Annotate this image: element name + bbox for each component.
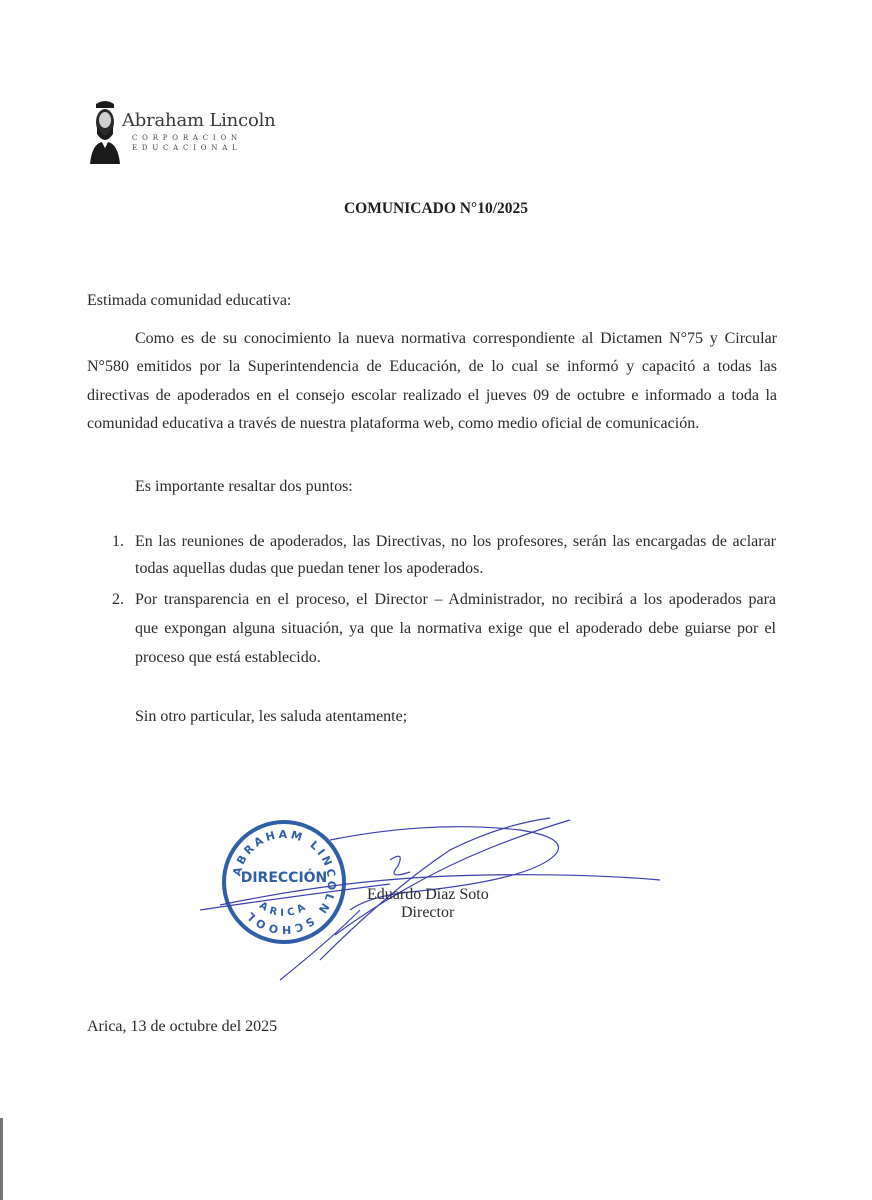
closing-line: Sin otro particular, les saluda atentamente; [135, 708, 408, 725]
greeting: Estimada comunidad educativa: [87, 292, 292, 309]
list-line: Por transparencia en el proceso, el Director – Administrador, no recibirá a los apoderados para [135, 591, 776, 608]
logo-name: Abraham Lincoln [122, 110, 276, 131]
list-line: proceso que está establecido. [135, 649, 321, 666]
date-place: Arica, 13 de octubre del 2025 [87, 1018, 278, 1035]
scan-edge-mark [0, 1118, 3, 1200]
document-title: COMUNICADO N°10/2025 [343, 200, 528, 217]
list-line: todas aquellas dudas que puedan tener los apoderados. [135, 560, 484, 577]
lincoln-portrait-icon [90, 100, 120, 166]
paragraph-line: directivas de apoderados en el consejo escolar realizado el jueves 09 de octubre e informado a toda la [87, 387, 777, 404]
paragraph-line: comunidad educativa a través de nuestra plataforma web, como medio oficial de comunicación. [87, 415, 700, 432]
stamp-bottom-text: ARICA [257, 900, 311, 920]
list-number: 1. [112, 533, 124, 550]
list-line: que expongan alguna situación, ya que la normativa exige que el apoderado debe guiarse por el [135, 620, 776, 637]
list-line: En las reuniones de apoderados, las Directivas, no los profesores, serán las encargadas de aclarar [135, 533, 776, 550]
logo-subtitle-line2: EDUCACIONAL [132, 144, 242, 152]
list-number: 2. [112, 591, 124, 608]
stamp-ring-text: ABRAHAM LINCOLN SCHOOL [230, 827, 339, 937]
points-intro: Es importante resaltar dos puntos: [135, 478, 353, 495]
paragraph-line: N°580 emitidos por la Superintendencia de Educación, de lo cual se informó y capacitó a todas las [87, 358, 777, 375]
stamp-center-text: DIRECCIÓN [240, 870, 328, 886]
signatory-role: Director [401, 904, 455, 921]
paragraph-line: Como es de su conocimiento la nueva normativa correspondiente al Dictamen N°75 y Circular [135, 330, 777, 347]
logo-subtitle-line1: CORPORACION [132, 134, 242, 142]
school-logo [90, 100, 290, 166]
signatory-name: Eduardo Díaz Soto [367, 886, 489, 903]
